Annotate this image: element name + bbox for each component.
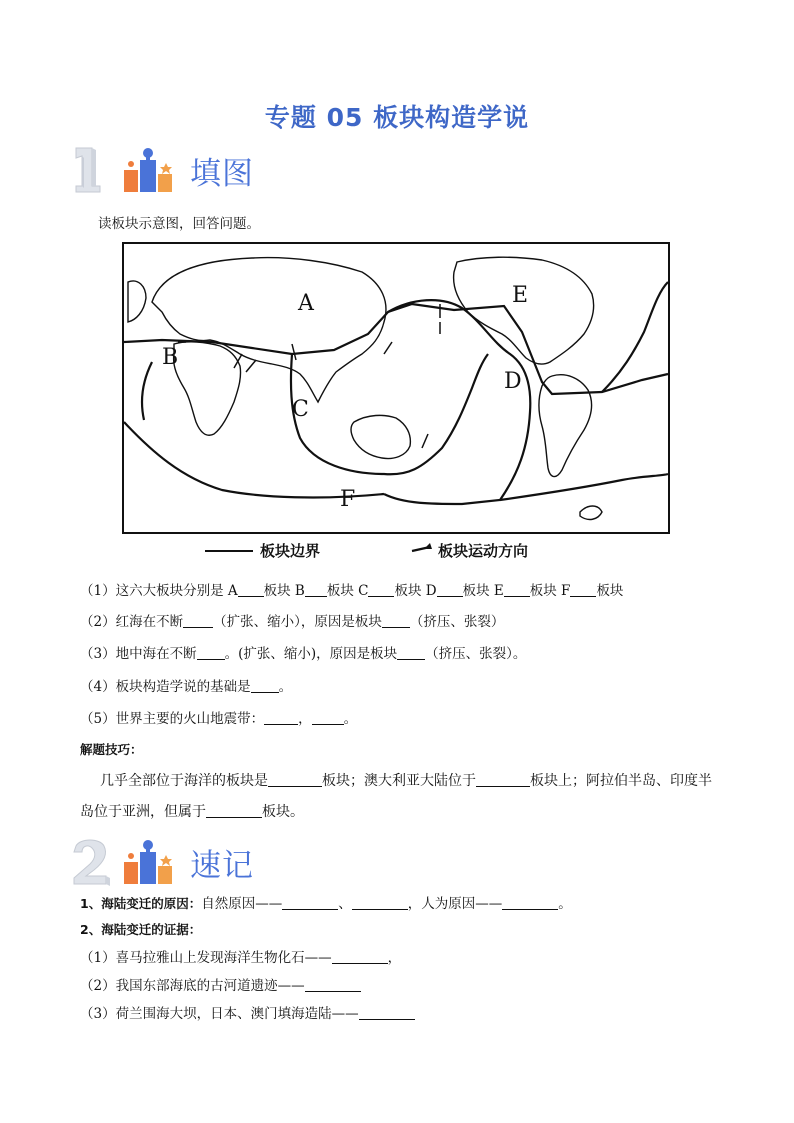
plate-label-b: B bbox=[162, 345, 179, 370]
trophy-podium-icon bbox=[122, 146, 178, 192]
question-4: （4）板块构造学说的基础是 。 bbox=[80, 679, 293, 695]
legend-direction: 板块运动方向 bbox=[438, 542, 529, 560]
section-number-2-icon bbox=[70, 836, 118, 886]
section-header-2 bbox=[70, 836, 370, 886]
direction-arrow-icon bbox=[410, 541, 434, 557]
plate-label-f: F bbox=[340, 487, 356, 512]
plate-label-d: D bbox=[504, 369, 522, 394]
boundary-legend-icon bbox=[205, 546, 253, 556]
tips-label: 解题技巧： bbox=[80, 742, 143, 757]
plate-map bbox=[122, 242, 670, 534]
trophy-podium-icon bbox=[122, 838, 178, 884]
evidence-1: （1）喜马拉雅山上发现海洋生物化石—— ， bbox=[80, 950, 402, 966]
item-2: 2、海陆变迁的证据： bbox=[80, 922, 202, 937]
section-title-2: 速记 bbox=[190, 848, 254, 884]
question-5: （5）世界主要的火山地震带： ， 。 bbox=[80, 711, 358, 727]
evidence-3: （3）荷兰围海大坝，日本、澳门填海造陆—— bbox=[80, 1002, 415, 1022]
section-number-1-icon bbox=[70, 144, 118, 194]
instruction: 读板块示意图，回答问题。 bbox=[98, 216, 260, 232]
plate-label-e: E bbox=[512, 283, 529, 308]
plate-label-a: A bbox=[298, 291, 314, 316]
page-title: 专题 05 板块构造学说 bbox=[264, 103, 530, 132]
question-1: （1）这六大板块分别是 A 板块 B 板块 C 板块 D 板块 E 板块 F 板块 bbox=[80, 583, 624, 599]
tips-line-1: 几乎全部位于海洋的板块是 板块；澳大利亚大陆位于 板块上；阿拉伯半岛、印度半 bbox=[100, 773, 712, 789]
item-1: 1、海陆变迁的原因：自然原因—— 、 ，人为原因—— 。 bbox=[80, 896, 572, 912]
question-2: （2）红海在不断 （扩张、缩小），原因是板块 （挤压、张裂） bbox=[80, 614, 505, 630]
legend-boundary: 板块边界 bbox=[260, 542, 321, 560]
question-3: （3）地中海在不断 。(扩张、缩小)，原因是板块 （挤压、张裂）。 bbox=[80, 646, 527, 662]
plate-label-c: C bbox=[292, 397, 309, 422]
section-header-1 bbox=[70, 144, 370, 194]
evidence-2: （2）我国东部海底的古河道遗迹—— bbox=[80, 974, 361, 994]
tips-line-2: 岛位于亚洲，但属于 板块。 bbox=[80, 804, 304, 820]
section-title-1: 填图 bbox=[190, 156, 254, 192]
